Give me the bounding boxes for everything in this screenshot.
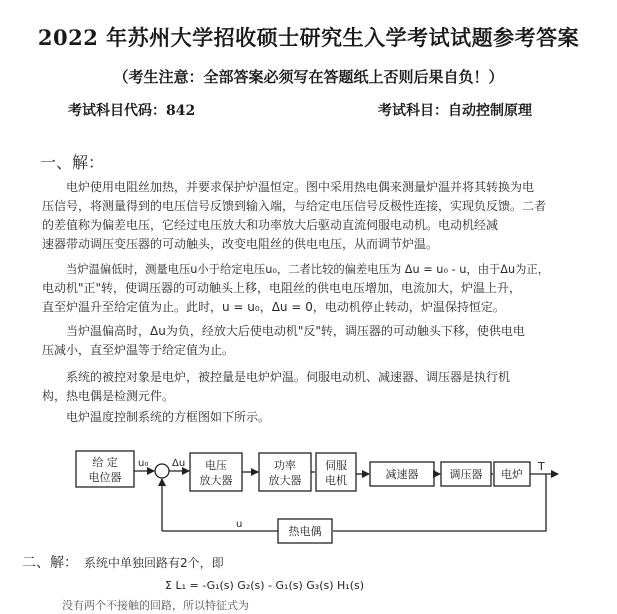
furnace-control-block-diagram xyxy=(0,440,617,552)
answer1-line: 当炉温偏低时，测量电压u小于给定电压u₀，二者比较的偏差电压为 Δu = u₀ - u，由于Δu为正， xyxy=(66,263,550,276)
signal-u0-label: u₀ xyxy=(138,458,149,469)
answer1-line: 的差值称为偏差电压，它经过电压放大和功率放大后驱动直流伺服电动机。电动机经减 xyxy=(42,218,499,232)
answer1-line: 速器带动调压变压器的可动触头，改变电阻丝的供电电压，从而调节炉温。 xyxy=(42,237,439,251)
answer2-cutoff-line: 没有两个不接触的回路，所以特征式为 xyxy=(62,599,249,612)
page-title: 2022 年苏州大学招收硕士研究生入学考试试题参考答案 xyxy=(37,25,580,50)
power-amp-label-2: 放大器 xyxy=(268,474,302,487)
answer2-text: 系统中单独回路有2个，即 xyxy=(84,556,224,570)
answer1-line: 电炉使用电阻丝加热，并要求保护炉温恒定。图中采用热电偶来测量炉温并将其转换为电 xyxy=(66,180,535,194)
exam-notice: （考生注意：全部答案必须写在答题纸上否则后果自负！） xyxy=(113,68,504,86)
answer1-line: 系统的被控对象是电炉，被控量是电炉炉温。伺服电动机、减速器、调压器是执行机 xyxy=(66,370,511,384)
subject-name: 考试科目：自动控制原理 xyxy=(378,103,532,119)
voltage-amp-label-1: 电压 xyxy=(205,459,227,472)
answer1-line: 电炉温度控制系统的方框图如下所示。 xyxy=(66,410,271,424)
answer1-heading: 一、解： xyxy=(40,153,105,172)
answer1-line: 电动机"正"转，使调压器的可动触头上移，电阻丝的供电电压增加，电流加大，炉温上升， xyxy=(42,281,522,295)
reducer-label: 减速器 xyxy=(385,468,419,481)
thermocouple-label: 热电偶 xyxy=(288,525,322,538)
loop-sum-formula: Σ L₁ = -G₁(s) G₂(s) - G₁(s) G₃(s) H₁(s) xyxy=(165,579,365,592)
setpoint-label-2: 电位器 xyxy=(88,471,122,484)
signal-u-label: u xyxy=(236,519,243,530)
summing-junction xyxy=(155,464,169,478)
signal-output-label: T xyxy=(538,460,545,473)
voltage-amp-label-2: 放大器 xyxy=(199,474,233,487)
servo-label-2: 电机 xyxy=(325,474,347,487)
subject-code: 考试科目代码：842 xyxy=(68,103,196,119)
answer1-line: 直至炉温升至给定值为止。此时，u = u₀，Δu = 0，电动机停止转动，炉温保持恒定。 xyxy=(42,300,505,314)
answer1-line: 压减小，直至炉温等于给定值为止。 xyxy=(42,343,235,357)
servo-label-1: 伺服 xyxy=(325,459,347,472)
regulator-label: 调压器 xyxy=(449,468,483,481)
answer1-line: 构，热电偶是检测元件。 xyxy=(42,389,175,403)
furnace-label: 电炉 xyxy=(501,468,523,481)
answer1-line: 当炉温偏高时，Δu为负，经放大后使电动机"反"转，调压器的可动触头下移，使供电电 xyxy=(66,324,525,338)
setpoint-label-1: 给 定 xyxy=(92,456,118,469)
answer2-heading: 二、解： xyxy=(22,555,78,571)
power-amp-label-1: 功率 xyxy=(274,459,296,472)
answer1-line: 压信号，将测量得到的电压信号反馈到输入端，与给定电压信号反极性连接，实现负反馈。二者 xyxy=(42,199,547,213)
signal-du-label: Δu xyxy=(172,458,186,469)
